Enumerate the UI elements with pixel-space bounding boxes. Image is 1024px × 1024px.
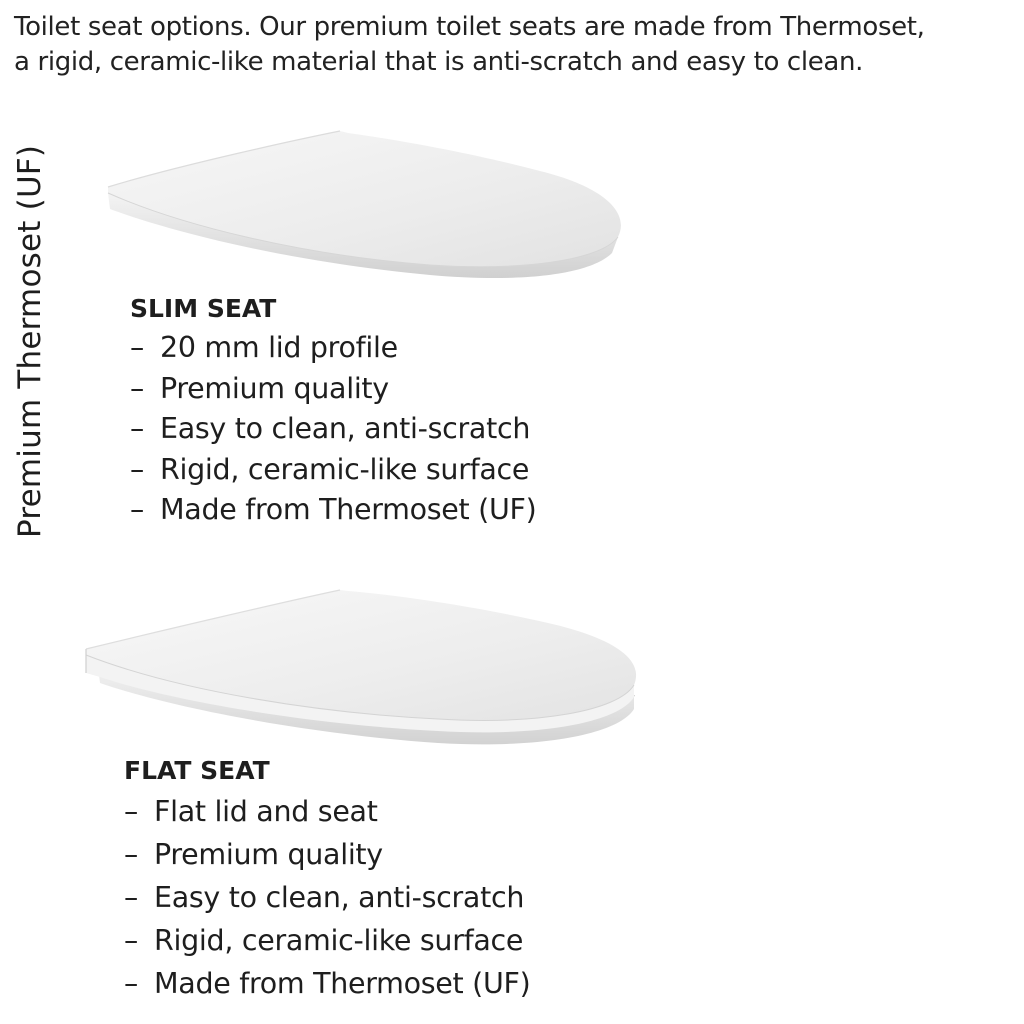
feature-item (124, 790, 530, 833)
feature-list (130, 328, 536, 531)
dash: – (130, 452, 144, 486)
flat-seat-image (78, 585, 643, 755)
feature-item (124, 876, 530, 919)
dash: – (124, 795, 138, 828)
feature-text: Premium quality (154, 838, 383, 871)
feature-item (130, 369, 536, 410)
feature-text: Flat lid and seat (154, 795, 378, 828)
dash: – (124, 967, 138, 1000)
feature-text: Rigid, ceramic-like surface (160, 452, 530, 486)
feature-list (124, 790, 530, 1005)
feature-text: Premium quality (160, 371, 389, 405)
dash: – (124, 838, 138, 871)
feature-text: 20 mm lid profile (160, 331, 398, 364)
feature-text: Rigid, ceramic-like surface (154, 924, 524, 957)
feature-text: Easy to clean, anti-scratch (154, 881, 525, 914)
flat-seat-product (124, 752, 530, 1005)
dash: – (130, 371, 144, 405)
side-category-label: Premium Thermoset (UF) (12, 144, 48, 538)
dash: – (130, 493, 144, 526)
slim-seat-image (100, 125, 625, 290)
dash: – (124, 924, 138, 957)
feature-item (124, 919, 530, 962)
feature-item (124, 833, 530, 876)
dash: – (130, 412, 144, 445)
feature-item (130, 328, 536, 369)
product-title: FLAT SEAT (124, 756, 270, 785)
feature-item (124, 962, 530, 1005)
dash: – (130, 331, 144, 364)
feature-text: Easy to clean, anti-scratch (160, 412, 531, 445)
feature-item (130, 490, 536, 531)
feature-item (130, 409, 536, 450)
feature-text: Made from Thermoset (UF) (160, 493, 537, 526)
feature-item (130, 450, 536, 491)
slim-seat-product (130, 290, 536, 531)
dash: – (124, 881, 138, 914)
intro-line-2: a rigid, ceramic-like material that is anti-scratch and easy to clean. (14, 47, 864, 77)
intro-line-1: Toilet seat options. Our premium toilet seats are made from Thermoset, (14, 12, 925, 42)
feature-text: Made from Thermoset (UF) (154, 967, 531, 1000)
product-title: SLIM SEAT (130, 294, 277, 323)
intro-text (14, 10, 1019, 80)
